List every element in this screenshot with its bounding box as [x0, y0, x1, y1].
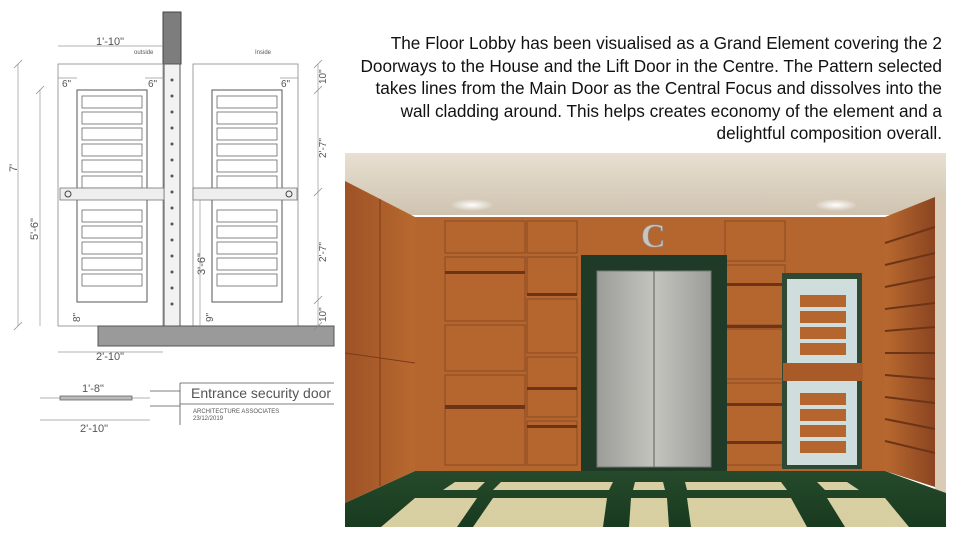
lobby-render — [345, 153, 946, 527]
door-elevation-drawing — [0, 0, 340, 540]
wall-section-top — [163, 12, 181, 64]
plan-view-door — [60, 396, 132, 400]
dim-right-margin: 6" — [281, 79, 291, 90]
dim-left-margin: 6" — [62, 79, 72, 90]
dim-top-width: 1'-10" — [96, 36, 125, 48]
ceiling-light-right — [814, 199, 858, 211]
dim-plan-outer: 2'-10" — [80, 423, 109, 435]
door-inside-handle-bar — [193, 188, 297, 200]
right-edge-strip — [935, 193, 946, 493]
dim-plan-inner: 1'-8" — [82, 383, 104, 395]
label-inside: Inside — [255, 50, 272, 56]
label-outside: outside — [134, 50, 154, 56]
title-block — [150, 383, 334, 425]
dim-handle-height: 5'-6" — [29, 218, 41, 240]
dim-top-right: 10" — [318, 69, 329, 84]
dim-bottom-mid: 9" — [205, 312, 216, 322]
dim-bottom-left: 8" — [72, 312, 83, 322]
title-block-firm: ARCHITECTURE ASSOCIATES — [193, 409, 280, 415]
dim-total-height: 7' — [8, 163, 20, 172]
dim-bottom-width: 2'-10" — [96, 351, 125, 363]
lobby-description: The Floor Lobby has been visualised as a Grand Element covering the 2 Doorways to the House and the Lift Door in the Centre. The Pattern selected takes lines from the Main Door as the Central Focus and dissolves into the wall cladding around. This helps creates economy of the element and a delightful composition overall. — [360, 33, 942, 143]
dim-upper-right: 2'-7" — [318, 138, 329, 158]
title-block-date: 23/12/2019 — [193, 416, 224, 422]
grille-dots — [171, 79, 174, 306]
floor-slab — [98, 326, 334, 346]
door-outside-handle-bar — [60, 188, 164, 200]
title-block-title: Entrance security door — [191, 385, 332, 401]
dim-mid-margin: 6" — [148, 79, 158, 90]
dim-bottom-right: 10" — [318, 307, 329, 322]
ceiling-light-left — [450, 199, 494, 211]
lobby-letter: C — [641, 218, 666, 255]
dim-lower-height: 3'-6" — [196, 253, 208, 275]
dim-lower-right: 2'-7" — [318, 242, 329, 262]
entrance-door-rail — [783, 363, 863, 381]
